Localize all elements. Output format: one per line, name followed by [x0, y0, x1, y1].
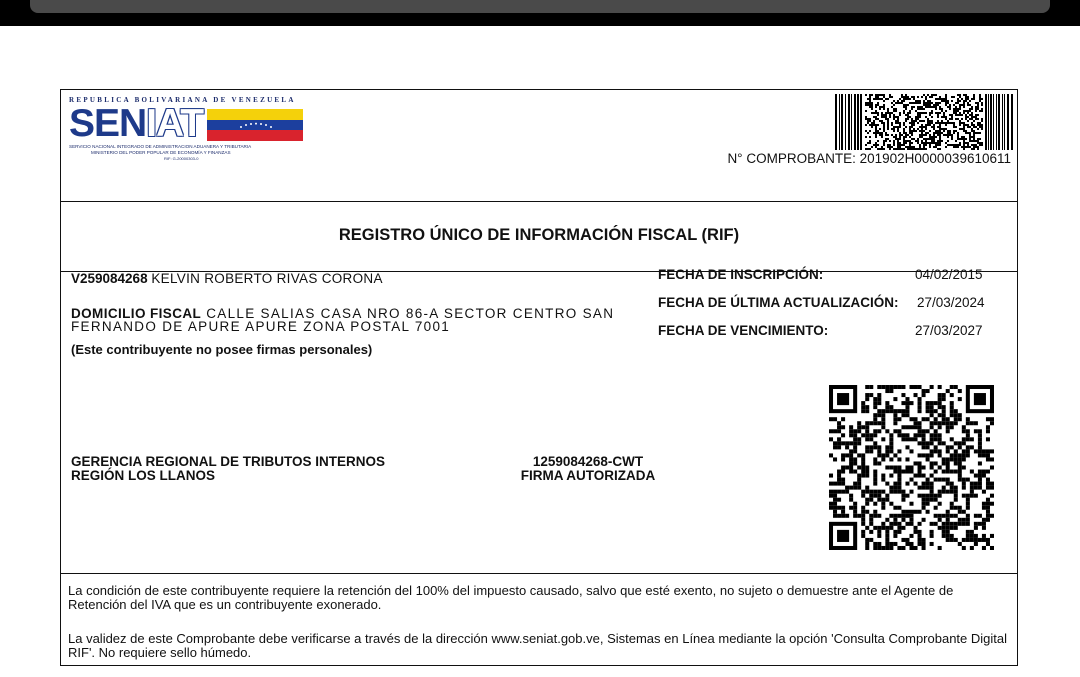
logo-ministry: MINISTERIO DEL PODER POPULAR DE ECONOMÍA Y FINANZAS	[91, 150, 231, 155]
taxpayer-id-line	[71, 271, 383, 286]
logo-country-line: REPUBLICA BOLIVARIANA DE VENEZUELA	[69, 96, 296, 104]
fecha-vencimiento-label: FECHA DE VENCIMIENTO:	[658, 323, 829, 338]
domicilio-value: CALLE SALIAS CASA NRO 86-A SECTOR CENTRO SAN FERNANDO DE APURE APURE ZONA POSTAL 7001	[71, 306, 615, 334]
fecha-actualizacion-value: 27/03/2024	[917, 295, 985, 310]
seniat-logo	[69, 96, 305, 161]
logo-wordmark	[69, 104, 203, 144]
fecha-actualizacion-label: FECHA DE ÚLTIMA ACTUALIZACIÓN:	[658, 295, 899, 310]
document-header	[61, 90, 1017, 202]
domicilio-label: DOMICILIO FISCAL	[71, 306, 202, 321]
firma-code: 1259084268-CWT	[532, 454, 644, 469]
fecha-vencimiento-value: 27/03/2027	[915, 323, 983, 338]
logo-rif: RIF: G-20000303-0	[164, 156, 199, 161]
gerencia-block	[71, 455, 385, 483]
document-title: REGISTRO ÚNICO DE INFORMACIÓN FISCAL (RIF)	[61, 201, 1017, 272]
logo-word-part1: SEN	[69, 102, 147, 145]
taxpayer-name: KELVIN ROBERTO RIVAS CORONA	[151, 271, 383, 286]
qr-code-icon	[829, 385, 994, 550]
rif-document	[60, 89, 1018, 666]
firma-block	[513, 455, 663, 483]
phone-status-bar	[0, 0, 1080, 26]
top-handle	[30, 0, 1050, 13]
footer-retention-note: La condición de este contribuyente requiere la retención del 100% del impuesto causado, salvo que esté exento, no sujeto o demuestre ante el Agente de Retención del IVA que es un contribuyente exonerado.	[68, 583, 954, 612]
footer-validity-note: La validez de este Comprobante debe verificarse a través de la dirección www.seniat.gob.ve, Sistemas en Línea mediante la opción 'Consulta Comprobante Digital RIF'. No requiere sello húmedo.	[68, 631, 1008, 660]
fecha-inscripcion-value: 04/02/2015	[915, 267, 983, 282]
taxpayer-rif: V259084268	[71, 271, 148, 286]
logo-word-part2: IAT	[146, 102, 204, 145]
venezuela-flag-icon	[207, 109, 303, 141]
gerencia-line2: REGIÓN LOS LLANOS	[71, 468, 216, 483]
gerencia-line1: GERENCIA REGIONAL DE TRIBUTOS INTERNOS	[71, 454, 386, 469]
firmas-note: (Este contribuyente no posee firmas personales)	[71, 342, 373, 357]
barcode-icon	[835, 94, 1015, 150]
firma-label: FIRMA AUTORIZADA	[520, 468, 656, 483]
taxpayer-section	[61, 267, 1017, 574]
comprobante-number: N° COMPROBANTE: 201902H0000039610611	[727, 151, 1011, 166]
logo-subtitle: SERVICIO NACIONAL INTEGRADO DE ADMINISTRACION ADUANERA Y TRIBUTARIA	[69, 144, 252, 149]
domicilio-fiscal	[71, 307, 651, 333]
fecha-inscripcion-label: FECHA DE INSCRIPCIÓN:	[658, 267, 824, 282]
